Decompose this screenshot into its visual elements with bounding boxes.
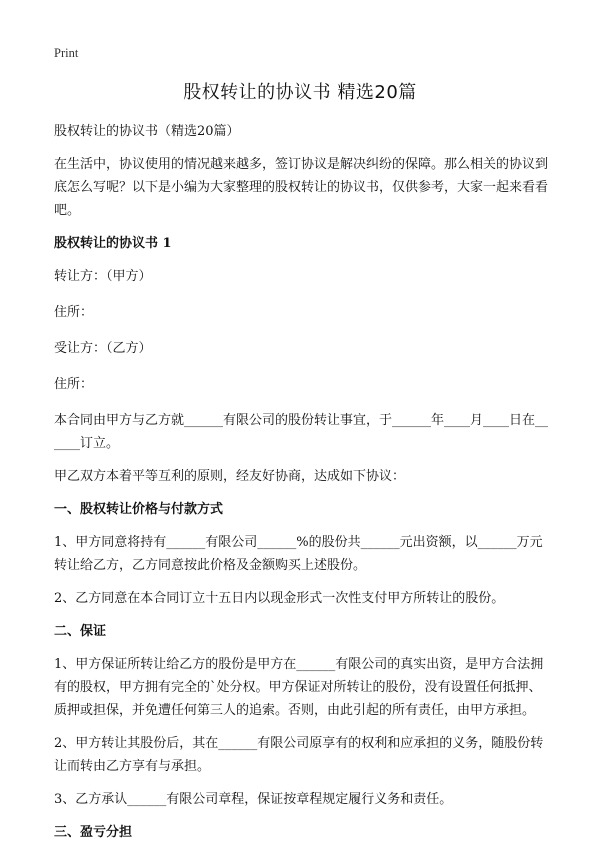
party-b-address: 住所： — [54, 377, 94, 392]
section-heading: 二、保证 — [54, 624, 107, 639]
page-title: 股权转让的协议书 精选20篇 — [183, 82, 417, 103]
party-b-line: 受让方：（乙方） — [54, 341, 152, 356]
party-a-address: 住所： — [54, 305, 94, 320]
clause-paragraph: 2、乙方同意在本合同订立十五日内以现金形式一次性支付甲方所转让的股份。 — [54, 591, 505, 606]
document-body — [54, 120, 548, 854]
clause-paragraph: 2、甲方转让其股份后，其在______有限公司原享有的权利和应承担的义务，随股份转让而转由乙方享有与承担。 — [54, 736, 544, 774]
principle-paragraph: 甲乙双方本着平等互利的原则，经友好协商，达成如下协议： — [54, 469, 406, 484]
section-heading: 一、股权转让价格与付款方式 — [54, 502, 224, 517]
clause-paragraph: 3、乙方承认______有限公司章程，保证按章程规定履行义务和责任。 — [54, 792, 453, 807]
clause-paragraph: 1、甲方保证所转让给乙方的股份是甲方在______有限公司的真实出资，是甲方合法拥有的股权，甲方拥有完全的`处分权。甲方保证对所转让的股份，没有设置任何抵押、质押或担保，并免遭任何第三人的追索。否则，由此引起的所有责任，由甲方承担。 — [54, 657, 544, 718]
print-link[interactable]: Print — [54, 46, 79, 60]
agreement-heading: 股权转让的协议书 1 — [54, 236, 172, 251]
clause-paragraph: 1、甲方同意将持有______有限公司______%的股份共______元出资额，以______万元转让给乙方，乙方同意按此价格及金额购买上述股份。 — [54, 535, 543, 573]
intro-paragraph: 在生活中，协议使用的情况越来越多，签订协议是解决纠纷的保障。那么相关的协议到底怎么写呢？以下是小编为大家整理的股权转让的协议书，仅供参考，大家一起来看看吧。 — [54, 157, 549, 218]
section-heading: 三、盈亏分担 — [54, 825, 133, 840]
party-a-line: 转让方：（甲方） — [54, 269, 152, 284]
document-subtitle: 股权转让的协议书（精选20篇） — [54, 124, 240, 139]
contract-intro: 本合同由甲方与乙方就______有限公司的股份转让事宜，于______年____月____日在______订立。 — [54, 413, 549, 451]
